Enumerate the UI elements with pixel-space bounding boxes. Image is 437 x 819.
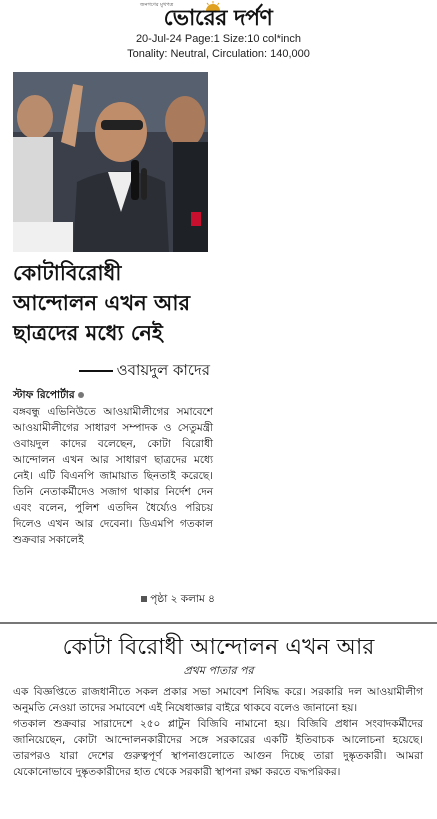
article-body: বঙ্গবন্ধু এভিনিউতে আওয়ামীলীগের সমাবেশে আওয়ামীলীগের সাধারণ সম্পাদক ও সেতুমন্ত্রী ওবায়দুল কাদের বলেছেন, কোটা বিরোধী আন্দোলন এখন আর সাধারণ ছাত্রদের মধ্যে নেই। এটি বিএনপি জামায়াত ছিনতাই করেছে। তিনি নেতাকর্মীদেও সজাগ থাকার নির্দেশ দেন এবং বলেন, পুলিশ এতদিন ধৈর্য্যেও পরিচয় দিলেও এখন আর দেবেনা। ডিএমপি গতকাল শুক্রবার সকালেই (13, 406, 213, 546)
headline-line: ছাত্রদের মধ্যে নেই (13, 321, 163, 345)
continuation-headline: কোটা বিরোধী আন্দোলন এখন আর (62, 635, 375, 660)
dash-rule (79, 370, 113, 372)
continued-on-marker (120, 591, 215, 607)
article-headline (13, 258, 213, 348)
news-photo (13, 72, 208, 252)
rally-photo-illustration (13, 72, 208, 252)
headline-line: কোটাবিরোধী (13, 261, 122, 285)
headline-line: আন্দোলন এখন আর (13, 291, 191, 315)
continuation-subhead: প্রথম পাতার পর (183, 664, 254, 677)
section-divider (0, 622, 437, 624)
clipping-tonality-line: Tonality: Neutral, Circulation: 140,000 (127, 48, 310, 60)
continuation-paragraph: এক বিজ্ঞপ্তিতে রাজধানীতে সকল প্রকার সভা সমাবেশ নিষিদ্ধ করে। সরকারি দল আওয়ামীলীগ অনুমতি নেওয়া তাদের সমাবেশে এই নিষেধাজ্ঞার বাইরে থাকবে বলেও জানানো হয়। (13, 686, 423, 714)
continuation-body (13, 684, 423, 780)
bullet-icon (78, 392, 84, 398)
byline (13, 388, 213, 402)
square-bullet-icon (141, 596, 147, 602)
byline-text: স্টাফ রিপোর্টার (13, 389, 75, 401)
clipping-date-line: 20-Jul-24 Page:1 Size:10 col*inch (135, 33, 302, 45)
speaker-name: ওবায়দুল কাদের (116, 361, 210, 379)
newspaper-logo: ভোরের দর্পণ (163, 5, 273, 31)
speaker-attribution (45, 360, 210, 380)
continuation-paragraph: গতকাল শুক্রবার সারাদেশে ২৫০ প্লাটুন বিজিবি নামানো হয়। বিজিবি প্রধান সংবাদকর্মীদের জানিয়েছেন, কোটা আন্দোলনকারীদের সঙ্গে সরকারের একটি ইতিবাচক আলোচনা হয়েছে। তারপরও যারা দেশের গুরুত্বপূর্ণ স্থাপনাগুলোতে আগুন দিচ্ছে তারা দুষ্কৃতকারী। আমরা যেকোনোভাবে দুষ্কৃতকারীদের হাত থেকে সরকারী স্থাপনা রক্ষা করতে বদ্ধপরিকর। (13, 718, 423, 778)
masthead-tagline: জনগণের মুখপত্র (140, 2, 174, 8)
continued-on-text: পৃষ্ঠা ২ কলাম ৪ (150, 593, 215, 605)
